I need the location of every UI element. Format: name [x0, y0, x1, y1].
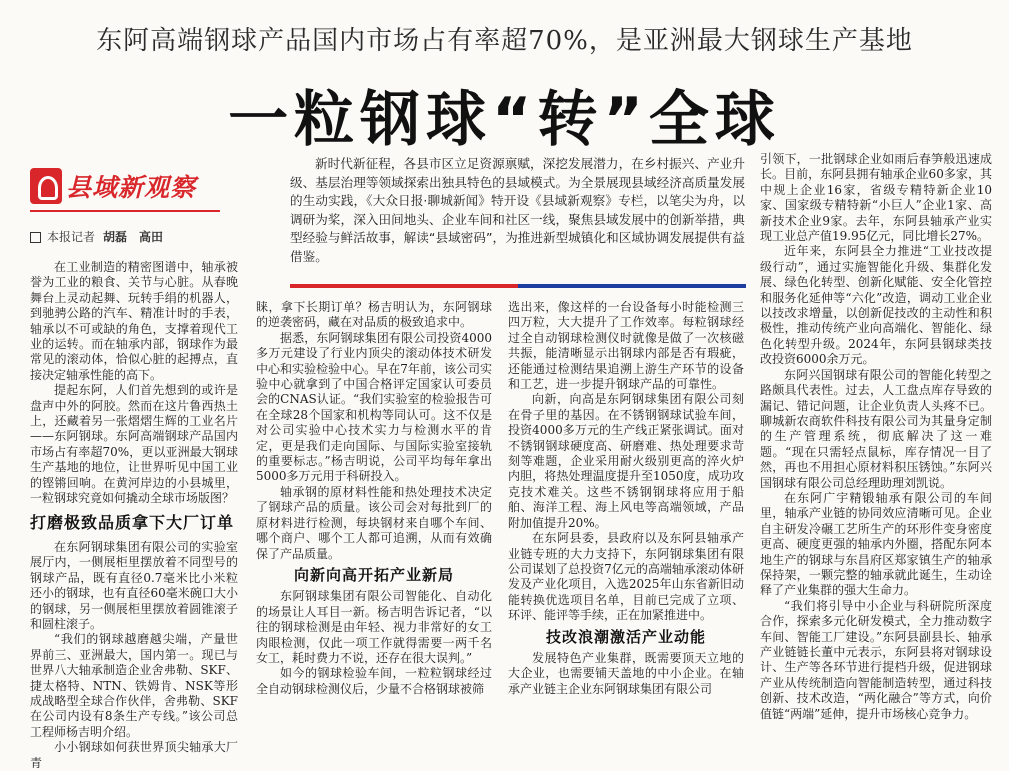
paragraph: 在东阿广宇精锻轴承有限公司的车间里，轴承产业链的协同效应清晰可见。企业自主研发冷碾工艺所生产的环形件变身密度更高、硬度更强的轴承内外圈，搭配东阿本地生产的钢球与东昌府区郑家镇生产的轴承保持架，一颗完整的轴承就此诞生，生动诠释了产业集群的强大生命力。: [760, 490, 992, 598]
byline-names: 胡磊 高田: [103, 230, 164, 244]
sub-headline: 东阿高端钢球产品国内市场占有率超70%，是亚洲最大钢球生产基地: [96, 26, 913, 56]
paragraph: 据悉，东阿钢球集团有限公司投资4000多万元建设了行业内顶尖的滚动体技术研发中心和实验检验中心。早在7年前，该公司实验中心就拿到了中国合格评定国家认可委员会的CNAS认证。“我们实验室的检验报告可在全球28个国家和机构等同认可。这不仅是对公司实验中心技术实力与检测水平的肯定，更是我们走向国际、与国际实验室接轨的重要标志。”杨吉明说，公司平均每年拿出5000多万元用于科研投入。: [256, 330, 492, 484]
color-bar-divider: [290, 284, 746, 288]
column-logo: [30, 165, 220, 207]
paragraph: “我们将引导中小企业与科研院所深度合作，探索多元化研发模式，全力推动数字车间、智能工厂建设。”东阿县副县长、轴承产业链链长董中元表示，东阿县将对钢球设计、生产等各环节进行提档升级，促进钢球产业从传统制造向智能制造转型，通过科技创新、技术改造，“两化融合”等方式，向价值链“两端”延伸，提升市场核心竞争力。: [760, 598, 992, 721]
byline: [30, 228, 163, 245]
paragraph: 近年来，东阿县全力推进“工业技改提级行动”，通过实施智能化升级、集群化发展、绿色化转型、创新化赋能、安全化管控和服务化延伸等“六化”改造，调动工业企业以技改求增量，以创新促技改的主动性和积极性，推动传统产业向高端化、智能化、绿色化转型升级。2024年，东阿县钢球类技改投资6000余万元。: [760, 244, 992, 367]
paragraph: 向新，向高是东阿钢球集团有限公司刻在骨子里的基因。在不锈钢钢球试验车间，投资4000多万元的生产线正紧张调试。面对不锈钢钢球硬度高、研磨难、热处理要求苛刻等难题，企业采用耐火级别更高的淬火炉内胆，将热处理温度提升至1050度，成功攻克技术难关。这些不锈钢钢球将应用于船舶、海洋工程、海上风电等高端领域，产品附加值提升20%。: [508, 392, 744, 530]
flag-icon: [30, 168, 62, 204]
paragraph: 东阿兴国钢球有限公司的智能化转型之路颇具代表性。过去，人工盘点库存导致的漏记、错记问题，让企业负责人头疼不已。聊城新农商软件科技有限公司为其量身定制的生产管理系统，彻底解决了这一难题。“现在只需轻点鼠标，库存情况一目了然，再也不用担心原材料积压锈蚀。”东阿兴国钢球有限公司总经理助理刘凯说。: [760, 367, 992, 490]
column-logo-text: 县域新观察: [66, 173, 197, 202]
article-column-4: [760, 152, 992, 721]
paragraph: 引领下，一批钢球企业如雨后春笋般迅速成长。目前，东阿县拥有轴承企业60多家，其中规上企业16家，省级专精特新企业10家、国家级专精特新“小巨人”企业1家、高新技术企业9家。去年，东阿县轴承产业实现工业总产值19.95亿元，同比增长27%。: [760, 152, 992, 244]
paragraph: 如今的钢球检验车间，一粒粒钢球经过全自动钢球检测仪后，少量不合格钢球被筛: [256, 666, 492, 696]
article-column-2: [256, 300, 492, 715]
paragraph: 在工业制造的精密图谱中，轴承被誉为工业的粮食、关节与心脏。从春晚舞台上灵动起舞、玩转手绢的机器人，到驰骋公路的汽车、精准计时的手表，轴承以不可或缺的角色，支撑着现代工业的运转。而在轴承内部，钢球作为最常见的滚动体，恰似心脏的起搏点，直接决定轴承性能的高下。: [30, 260, 238, 382]
section-heading: 向新向高开拓产业新局: [293, 565, 454, 584]
byline-prefix: 本报记者: [47, 230, 96, 244]
section-heading: 技改浪潮激活产业动能: [545, 627, 706, 646]
intro-paragraph: 新时代新征程，各县市区立足资源禀赋，深挖发展潜力，在乡村振兴、产业升级、基层治理等领域探索出独具特色的县域模式。为全景展现县域经济高质量发展的生动实践，《大众日报·聊城新闻》特开设《县域新观察》专栏，以笔尖为舟，以调研为桨，深入田间地头、企业车间和社区一线，聚焦县域发展中的创新举措，典型经验与鲜活故事，解读“县域密码”，为推进新型城镇化和区域协调发展提供有益借鉴。: [290, 156, 745, 264]
section-heading: 打磨极致品质拿下大厂订单: [30, 512, 235, 532]
main-headline: 一粒钢球“转”全球: [228, 85, 781, 155]
square-icon: [30, 232, 41, 243]
article-column-3: [508, 300, 744, 715]
paragraph: “我们的钢球越磨越尖端，产量世界前三、亚洲最大，国内第一。现已与世界八大轴承制造企业舍弗勒、SKF、捷太格特、NTN、铁姆肯、NSK等形成战略型全球合作伙伴，舍弗勒、SKF在公司内设有8条生产专线。”该公司总工程师杨吉明介绍。: [30, 632, 238, 739]
paragraph: 东阿钢球集团有限公司智能化、自动化的场景让人耳目一新。杨吉明告诉记者，“以往的钢球检测是由年轻、视力非常好的女工肉眼检测，仅此一项工作就得需要一两千名女工，耗时费力不说，还存在很大误判。”: [256, 589, 492, 665]
paragraph: 在东阿县委，县政府以及东阿县轴承产业链专班的大力支持下，东阿钢球集团有限公司谋划了总投资7亿元的高端轴承滚动体研发及产业化项目，入选2025年山东省新旧动能转换优选项目名单，目前已完成了立项、环评、能评等手续，正在加紧推进中。: [508, 531, 744, 623]
paragraph: 发展特色产业集群，既需要顶天立地的大企业，也需要铺天盖地的中小企业。在轴承产业链主企业东阿钢球集团有限公司: [508, 650, 744, 696]
paragraph: 轴承钢的原材料性能和热处理技术决定了钢球产品的质量。该公司会对每批到厂的原材料进行检测，每块钢材来自哪个车间、哪个商户、哪个工人都可追溯，从而有效确保了产品质量。: [256, 484, 492, 561]
paragraph: 提起东阿，人们首先想到的或许是盘声中外的阿胶。然而在这片鲁西热土上，还藏着另一张熠熠生辉的工业名片——东阿钢球。东阿高端钢球产品国内市场占有率超70%，更以亚洲最大钢球生产基地的地位，让世界听见中国工业的铿锵回响。在黄河岸边的小县城里，一粒钢球究竟如何撬动全球市场版图？: [30, 383, 238, 506]
paragraph: 小小钢球如何获世界顶尖轴承大厂青: [30, 740, 238, 770]
paragraph: 睐，拿下长期订单？杨吉明认为，东阿钢球的逆袭密码，藏在对品质的极致追求中。: [256, 300, 492, 330]
article-column-1: [30, 260, 238, 770]
logo-divider: [30, 210, 220, 212]
paragraph: 选出来，像这样的一台设备每小时能检测三四万粒，大大提升了工作效率。每粒钢球经过全自动钢球检测仪时就像是做了一次核磁共振，能清晰显示出钢球内部是否有瑕疵，还能通过检测结果追溯上游生产环节的设备和工艺，进一步提升钢球产品的可靠性。: [508, 300, 744, 392]
paragraph: 在东阿钢球集团有限公司的实验室展厅内，一侧展柜里摆放着不同型号的钢球产品，既有直径0.7毫米比小米粒还小的钢球，也有直径60毫米碗口大小的钢球，另一侧展柜里摆放着圆锥滚子和圆柱滚子。: [30, 539, 238, 631]
